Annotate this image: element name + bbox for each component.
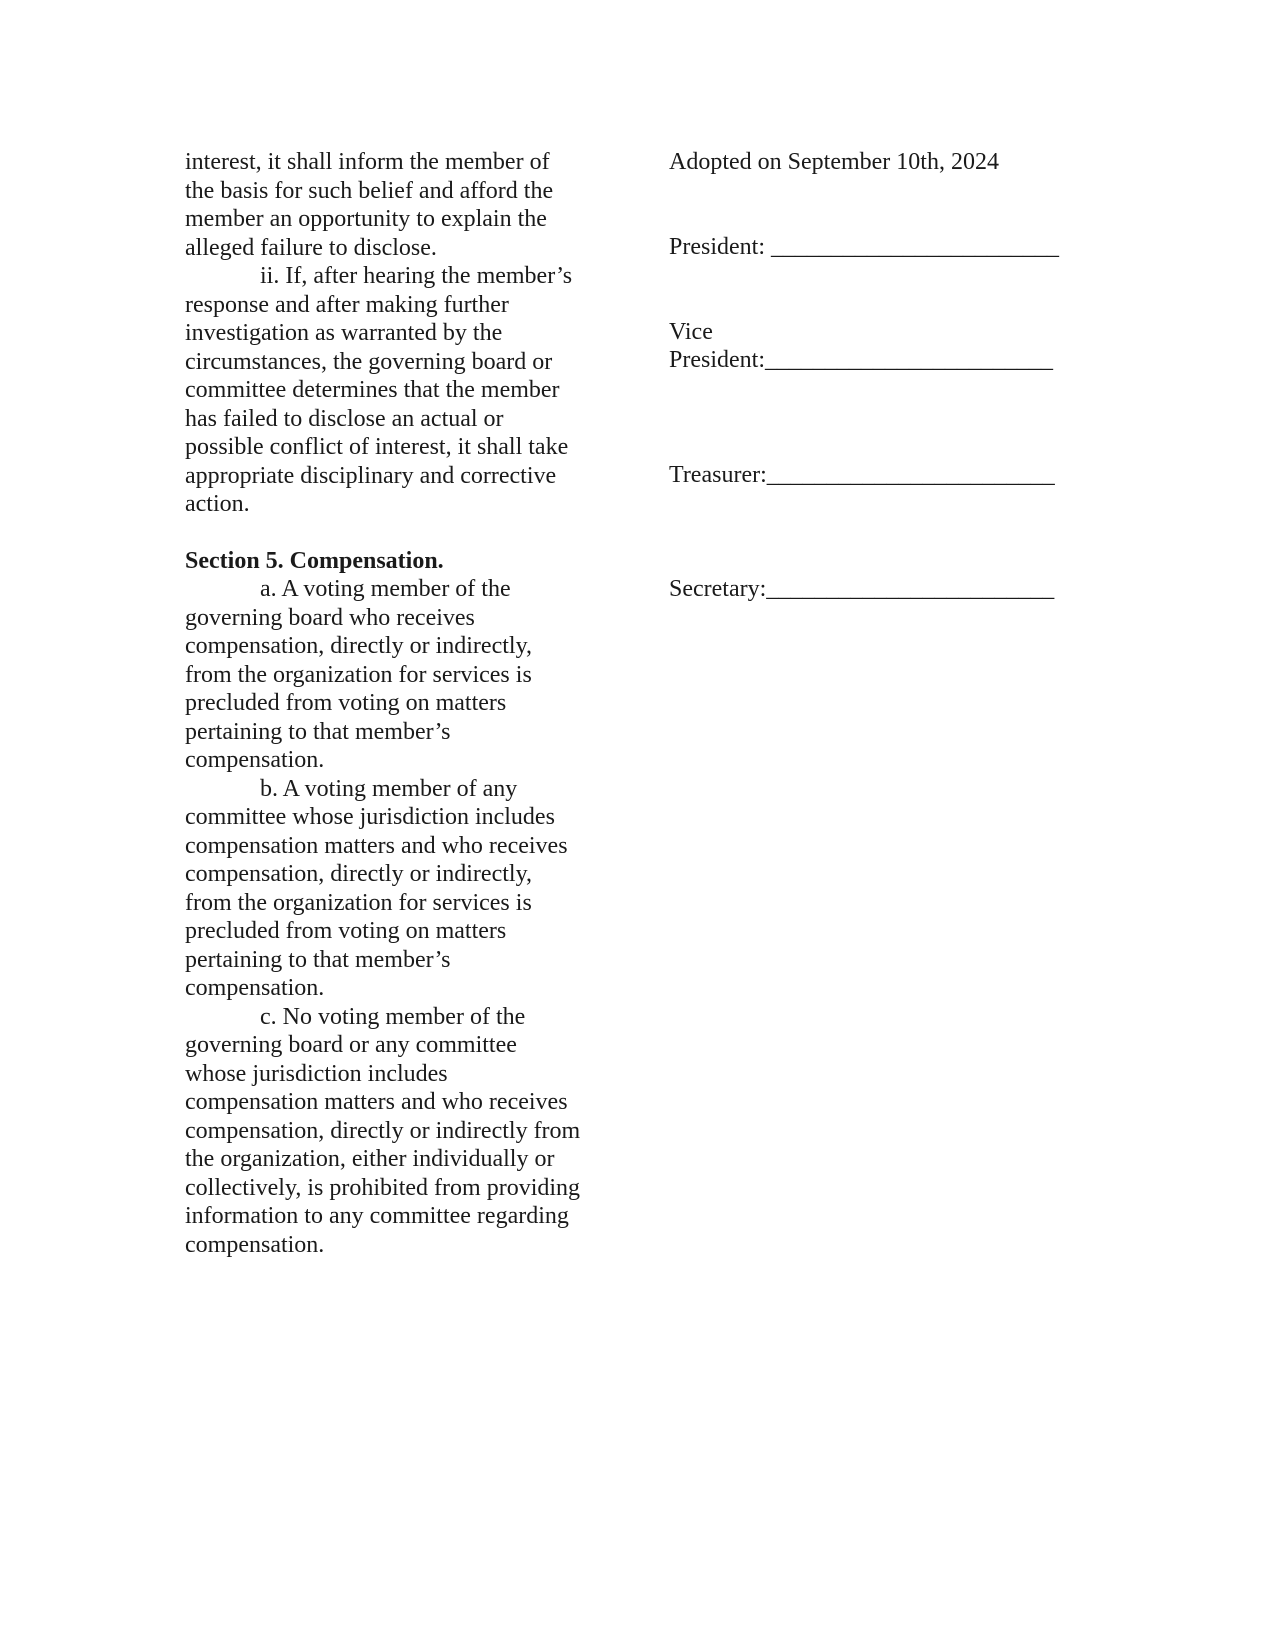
text-line: interest, it shall inform the member of xyxy=(185,149,550,175)
text-line: governing board or any committee xyxy=(185,1032,517,1058)
text-line: compensation matters and who receives xyxy=(185,1089,568,1115)
text-line: member an opportunity to explain the xyxy=(185,206,547,232)
left-column xyxy=(185,148,605,1259)
text-line: committee whose jurisdiction includes xyxy=(185,804,555,830)
text-line: the organization, either individually or xyxy=(185,1146,555,1172)
text-line: compensation, directly or indirectly, xyxy=(185,633,533,659)
text-line: has failed to disclose an actual or xyxy=(185,405,504,432)
text-line: alleged failure to disclose. xyxy=(185,234,437,261)
text-line: collectively, is prohibited from providing xyxy=(185,1174,581,1201)
item-c-paragraph xyxy=(185,1003,605,1260)
text-line: compensation. xyxy=(185,1231,325,1258)
item-ii-paragraph xyxy=(185,262,605,519)
text-line: c. No voting member of the xyxy=(260,1003,526,1030)
text-line: investigation as warranted by the xyxy=(185,320,503,346)
item-b-paragraph xyxy=(185,775,605,1003)
text-line: compensation. xyxy=(185,747,325,773)
text-line: response and after making further xyxy=(185,291,509,318)
text-line: information to any committee regarding xyxy=(185,1203,569,1229)
text-line: compensation. xyxy=(185,975,325,1001)
text-line: pertaining to that member’s xyxy=(185,946,451,973)
text-line: circumstances, the governing board or xyxy=(185,348,553,375)
vice-president-signature-line: President:________________________ xyxy=(669,347,1053,373)
adoption-date: Adopted on September 10th, 2024 xyxy=(669,149,999,175)
text-line: compensation matters and who receives xyxy=(185,832,568,859)
text-line: precluded from voting on matters xyxy=(185,918,507,944)
text-line: appropriate disciplinary and corrective xyxy=(185,462,557,489)
item-a-paragraph xyxy=(185,575,605,775)
text-line: pertaining to that member’s xyxy=(185,718,451,745)
text-line: ii. If, after hearing the member’s xyxy=(260,263,573,289)
text-line: action. xyxy=(185,491,250,517)
text-line: compensation, directly or indirectly from xyxy=(185,1117,581,1144)
paragraph-gap xyxy=(185,519,605,547)
president-signature-line: President: ________________________ xyxy=(669,234,1059,260)
secretary-signature-line: Secretary:________________________ xyxy=(669,576,1055,602)
text-line: whose jurisdiction includes xyxy=(185,1060,448,1087)
text-line: precluded from voting on matters xyxy=(185,690,507,716)
text-line: compensation, directly or indirectly, xyxy=(185,861,533,887)
text-line: from the organization for services is xyxy=(185,889,532,916)
section-5-heading: Section 5. Compensation. xyxy=(185,547,444,574)
text-line: from the organization for services is xyxy=(185,661,532,688)
intro-paragraph xyxy=(185,148,605,262)
text-line: committee determines that the member xyxy=(185,377,560,403)
text-line: governing board who receives xyxy=(185,604,475,631)
treasurer-signature-line: Treasurer:________________________ xyxy=(669,462,1055,488)
text-line: possible conflict of interest, it shall take xyxy=(185,434,569,460)
text-line: a. A voting member of the xyxy=(260,576,511,602)
vice-president-label: Vice xyxy=(669,319,713,345)
text-line: b. A voting member of any xyxy=(260,775,518,802)
text-line: the basis for such belief and afford the xyxy=(185,177,554,204)
